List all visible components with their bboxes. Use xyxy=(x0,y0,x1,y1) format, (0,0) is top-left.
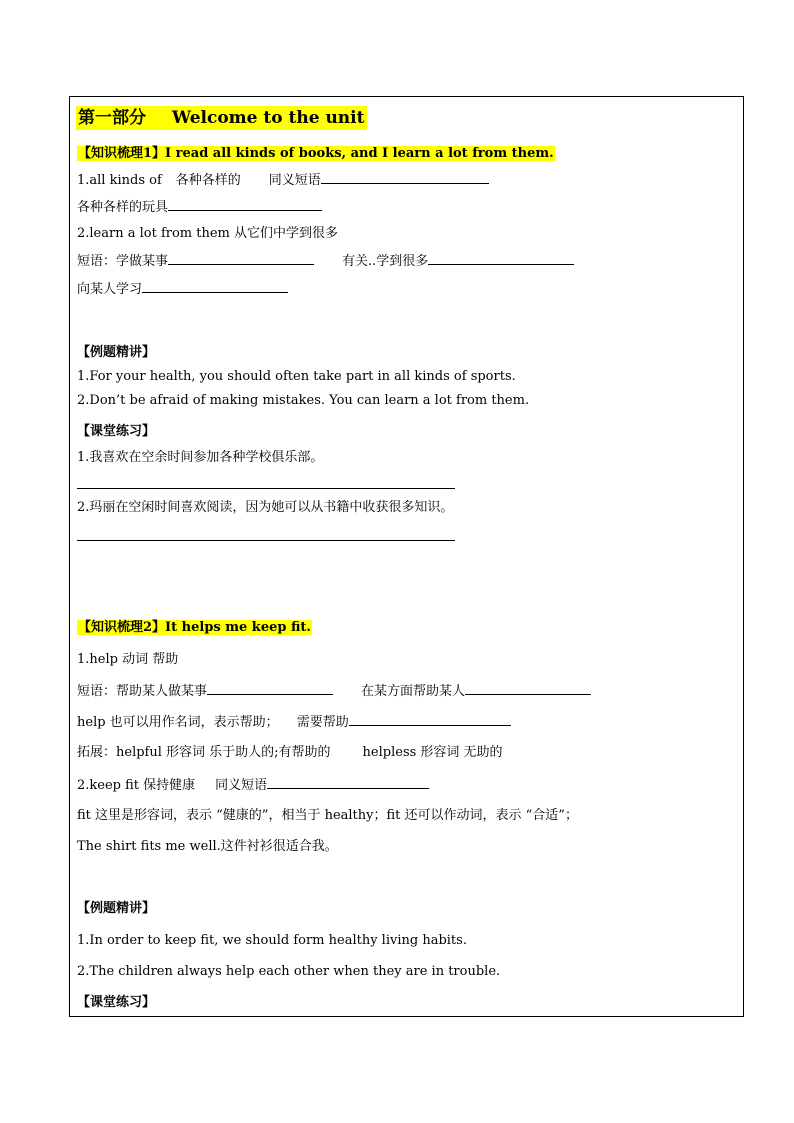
example-1-sentence-1: 1.For your health, you should often take part in all kinds of sports. xyxy=(77,369,516,384)
k2-line4-a: 拓展：helpful 形容词 乐于助人的;有帮助的 xyxy=(77,745,331,760)
k1-line-5 xyxy=(77,280,288,299)
answer-blank[interactable] xyxy=(465,682,591,695)
answer-blank[interactable] xyxy=(142,280,288,293)
k1-line2-text: 各种各样的玩具 xyxy=(77,200,169,215)
k2-line-7: The shirt fits me well.这件衬衫很适合我。 xyxy=(77,839,338,854)
knowledge-1-label: 【知识梳理1】I read all kinds of books, and I learn a lot from them. xyxy=(78,146,554,161)
answer-blank[interactable] xyxy=(267,776,429,789)
answer-line[interactable] xyxy=(77,488,455,489)
answer-blank[interactable] xyxy=(168,252,314,265)
example-2-sentence-2: 2.The children always help each other when they are in trouble. xyxy=(77,964,501,979)
knowledge-2-label-row xyxy=(77,619,312,637)
k2-line3-b: 需要帮助 xyxy=(296,715,349,730)
section-part: 第一部分 xyxy=(78,108,146,128)
answer-blank[interactable] xyxy=(428,252,574,265)
example-1-sentence-2: 2.Don’t be afraid of making mistakes. You can learn a lot from them. xyxy=(77,393,530,408)
k1-line-3: 2.learn a lot from them 从它们中学到很多 xyxy=(77,226,339,241)
k2-line5-b: 同义短语 xyxy=(215,778,268,793)
k1-line4-a: 短语：学做某事 xyxy=(77,254,169,269)
example-1-label: 【例题精讲】 xyxy=(77,345,156,360)
k1-line1-c: 同义短语 xyxy=(268,173,321,188)
section-title xyxy=(76,106,367,130)
answer-blank[interactable] xyxy=(168,198,322,211)
k2-line2-b: 在某方面帮助某人 xyxy=(361,684,466,699)
k2-line-3 xyxy=(77,713,511,732)
example-2-sentence-1: 1.In order to keep fit, we should form healthy living habits. xyxy=(77,933,467,948)
practice-1-question-1: 1.我喜欢在空余时间参加各种学校俱乐部。 xyxy=(77,450,324,465)
section-heading: Welcome to the unit xyxy=(172,108,365,128)
k1-line5-text: 向某人学习 xyxy=(77,282,143,297)
k2-line2-a: 短语：帮助某人做某事 xyxy=(77,684,208,699)
k1-line1-a: 1.all kinds of xyxy=(77,173,162,188)
k2-line5-a: 2.keep fit 保持健康 xyxy=(77,778,196,793)
k2-line-1: 1.help 动词 帮助 xyxy=(77,652,179,667)
k1-line-4 xyxy=(77,252,574,271)
k2-line-6: fit 这里是形容词，表示 “健康的”，相当于 healthy；fit 还可以作动词，表示 “合适”； xyxy=(77,808,578,823)
practice-1-label: 【课堂练习】 xyxy=(77,424,156,439)
answer-blank[interactable] xyxy=(207,682,333,695)
example-2-label: 【例题精讲】 xyxy=(77,901,156,916)
k2-line-2 xyxy=(77,682,591,701)
knowledge-1-label-row xyxy=(77,145,555,163)
answer-blank[interactable] xyxy=(321,171,489,184)
k1-line4-b: 有关..学到很多 xyxy=(342,254,429,269)
k2-line-5 xyxy=(77,776,429,795)
k2-line3-a: help 也可以用作名词，表示帮助； xyxy=(77,715,279,730)
k1-line-1 xyxy=(77,171,489,190)
practice-2-label: 【课堂练习】 xyxy=(77,995,156,1010)
answer-blank[interactable] xyxy=(349,713,511,726)
answer-line[interactable] xyxy=(77,540,455,541)
k1-line-2 xyxy=(77,198,322,217)
k2-line4-b: helpless 形容词 无助的 xyxy=(362,745,503,760)
k1-line1-b: 各种各样的 xyxy=(175,173,241,188)
k2-line-4 xyxy=(77,744,503,762)
knowledge-2-label: 【知识梳理2】It helps me keep fit. xyxy=(78,620,311,635)
practice-1-question-2: 2.玛丽在空闲时间喜欢阅读，因为她可以从书籍中收获很多知识。 xyxy=(77,500,454,515)
